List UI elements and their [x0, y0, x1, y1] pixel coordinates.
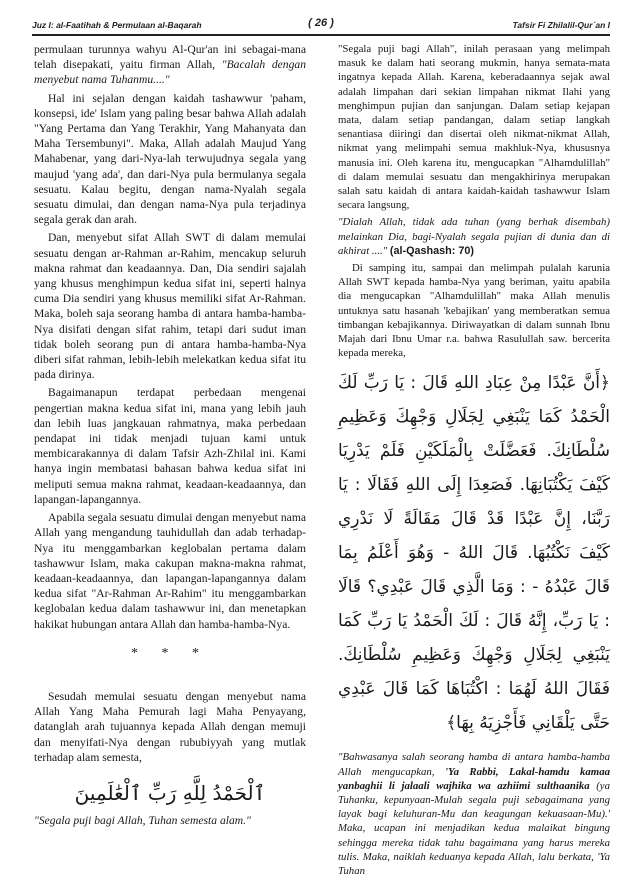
section-divider: * * *: [131, 645, 209, 661]
paragraph-text: permulaan turunnya wahyu Al-Qur'an ini sebagai-mana telah disepakati, yaitu firman Allah,: [34, 43, 306, 72]
quran-quote: "Dialah Allah, tidak ada tuhan (yang berhak disembah) melainkan Dia, bagi-Nyalah segala pujian di dunia dan di akhirat ....": [338, 216, 610, 257]
page-header: [32, 12, 610, 34]
running-head-left: Juz I: al-Faatihah & Permulaan al-Baqarah: [32, 20, 202, 30]
translation-text: "Bahwasanya salah seorang hamba di antara hamba-hamba Allah mengucapkan,: [338, 751, 610, 778]
right-paragraph-1: "Segala puji bagi Allah", inilah perasaan yang melimpah masuk ke dalam hati seorang mukmin, hanya semata-mata ingatnya kepada Allah. Karena, keberadaannya sejak awal adalah limpahan dari sekian limpahan nikmat Ilahi yang menghimpun pujian dan sanjungan. Dalam setiap kejapan mata, dalam setiap pandangan, dalam setiap langkah senantiasa diiringi dan disertai oleh nikmat-nikmat Allah, nikmat yang melimpahi semua makhluk-Nya, khususnya manusia ini. Oleh karena itu, mengucapkan "Alhamdulillah" di dalam memulai sesuatu dan mengakhirinya merupakan salah satu kaidah di antara kaidah-kaidah tashawwur Islam secara langsung,: [338, 43, 610, 212]
left-paragraph-2: Hal ini sejalan dengan kaidah tashawwur 'paham, konsepsi, ide' Islam yang paling besar bahwa Allah adalah "Yang Pertama dan Yang Terakhir, Yang Mahanyata dan Maha Tersembunyi". Maka, Allah adalah Maujud Yang Mahabenar, yang dari-Nya-lah terwujudnya segala yang maujud 'yang ada', dan dari-Nya pula bermulanya segala sesuatu. Kalau begitu, dengan nama-Nyalah segala sesuatu dimulai, dan dengan nama-Nya pula terjadinya segala gerak dan arah.: [34, 91, 306, 227]
left-paragraph-6: Sesudah memulai sesuatu dengan menyebut nama Allah Yang Maha Pemurah lagi Maha Penyayang, datanglah arah tujuannya kepada Allah dengan memuji dan menyifati-Nya dengan rububiyyah yang mutlak terhadap alam semesta,: [34, 689, 306, 764]
left-paragraph-1: [34, 42, 306, 88]
left-paragraph-4: Bagaimanapun terdapat perbedaan mengenai pengertian makna kedua sifat ini, mana yang lebih jauh dan lebih luas jangkauan rahmatnya, maka perbedaan pendapat ini tidak menjadi tujuan kami untuk membicarakannya di dalam Tafsir Azh-Zhilal ini. Kami hanya ingin membatasi bahasan bahwa kedua sifat ini meliputi semua makna rahmat, keadaan-keadaannya, dan lapangan-lapangannya.: [34, 386, 306, 506]
right-column: [338, 42, 610, 881]
translation-text: (ya Tuhanku, kepunyaan-Mulah segala puji sebagaimana yang layak bagi keluhuran-Mu dan keagungan kekuasaan-Mu).' Maka, ucapan ini menjadikan kedua malaikat bingung sehingga mereka tidak tahu bagaimana yang harus mereka tulis. Maka, naiklah keduanya kepada Allah, lalu berkata, 'Ya Tuhan: [338, 779, 610, 878]
page-number: ( 26 ): [308, 17, 334, 29]
hadith-translation: [338, 750, 610, 878]
surah-reference: (al-Qashash: 70): [389, 244, 474, 257]
running-head-right: Tafsir Fi Zhilalil-Qur´an I: [512, 20, 610, 30]
transliteration: 'Ya Rabbi, Lakal-hamdu kamaa yanbaghii li jalaali wajhika wa azhiimi sulthaanika: [338, 765, 611, 792]
right-paragraph-3: Di samping itu, sampai dan melimpah pulalah karunia Allah SWT kepada hamba-Nya yang beriman, yaitu apabila dia mengucapkan "Alhamdulillah" maka Allah menulis untuknya satu hasanah 'kebajikan' yang memberatkan semua timbangan kebajikannya. Diriwayatkan di dalam sunnah Ibnu Majah dari Ibnu Umar r.a. bahwa Rasulullah saw. bercerita kepada mereka,: [338, 262, 610, 360]
arabic-calligraphy: ٱلْحَمْدُ لِلَّهِ رَبِّ ٱلْعَٰلَمِينَ: [74, 780, 266, 805]
left-paragraph-5: Apabila segala sesuatu dimulai dengan menyebut nama Allah yang mengandung tauhidullah dan adab terhadap-Nya itu menggambarkan keglobalan pertama dalam tashawwur Islam, maka cakupan makna-makna rahmat, keadaan-keadaannya, dan lapangan-lapangannya dalam kedua sifat "Ar-Rahman Ar-Rahim" itu menggambarkan keglobalan kedua dalam tashawwur ini, dan menetapkan hakikat hubungan antara Allah dan hamba-hamba-Nya.: [34, 511, 306, 631]
left-paragraph-3: Dan, menyebut sifat Allah SWT di dalam memulai sesuatu dengan ar-Rahman ar-Rahim, mencakup seluruh makna rahmat dan keadaannya. Dan, Dia sendiri sajalah yang khusus menghimpun kedua sifat ini, seperti halnya cuma Dia sendiri yang khusus memiliki sifat Ar-Rahman. Maka, boleh saja seorang hamba di antara hamba-hamba-Nya disifati dengan sifat rahim, tetapi dari sudut iman tidak boleh seorang pun di antara hamba-hamba-Nya diberi sifat rahman, lebih-lebih melekatkan kedua sifat itu pada dirinya.: [34, 231, 306, 382]
left-column: [34, 42, 306, 831]
arabic-hadith: ﴿أَنَّ عَبْدًا مِنْ عِبَادِ اللهِ قَالَ : يَا رَبِّ لَكَ الْحَمْدُ كَمَا يَنْبَغِي لِجَلَالِ وَجْهِكَ وَعَظِيمِ سُلْطَانِكَ. فَعَضَّلَتْ بِالْمَلَكَيْنِ فَلَمْ يَدْرِيَا كَيْفَ يَكْتُبَانِهَا. فَصَعِدَا إِلَى اللهِ فَقَالَا : يَا رَبَّنَا، إِنَّ عَبْدًا قَدْ قَالَ مَقَالَةً لَا نَدْرِي كَيْفَ نَكْتُبُهَا. قَالَ اللهُ - وَهُوَ أَعْلَمُ بِمَا قَالَ عَبْدُهُ - : وَمَا الَّذِي قَالَ عَبْدِي؟ قَالَا : يَا رَبِّ، إِنَّهُ قَالَ : لَكَ الْحَمْدُ يَا رَبِّ كَمَا يَنْبَغِي لِجَلَالِ وَجْهِكَ وَعَظِيمِ سُلْطَانِكَ. فَقَالَ اللهُ لَهُمَا : اكْتُبَاهَا كَمَا قَالَ عَبْدِي حَتَّى يَلْقَانِي فَأَجْزِيَهُ بِهَا﴾: [338, 373, 610, 734]
header-rule: [32, 34, 610, 36]
calligraphy-translation: "Segala puji bagi Allah, Tuhan semesta alam.": [34, 813, 251, 827]
quran-quote: "Bacalah dengan menyebut nama Tuhanmu....": [34, 58, 306, 87]
right-paragraph-2: [338, 215, 610, 258]
